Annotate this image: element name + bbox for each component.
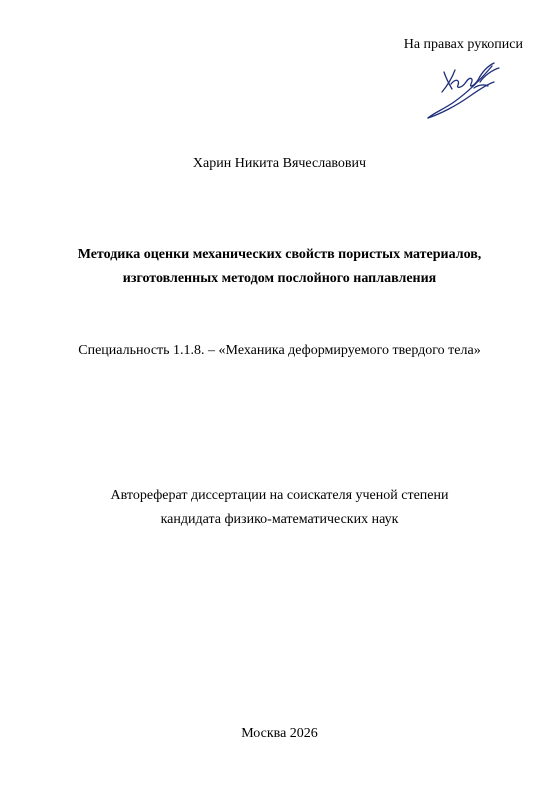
title-line-2: изготовленных методом послойного наплавления: [122, 271, 437, 286]
abstract-line-2: кандидата физико-математических наук: [160, 512, 399, 527]
title-line-1: Методика оценки механических свойств пористых материалов,: [77, 247, 482, 262]
specialty-line: Специальность 1.1.8. – «Механика деформируемого твердого тела»: [78, 343, 481, 358]
signature-image: [422, 58, 522, 120]
rights-note: На правах рукописи: [403, 37, 523, 52]
abstract-description: [0, 484, 559, 532]
abstract-line-1: Автореферат диссертации на соискателя ученой степени: [110, 488, 449, 503]
author-name: Харин Никита Вячеславович: [192, 156, 367, 171]
city-year: Москва 2026: [241, 726, 318, 741]
dissertation-title: [0, 243, 559, 291]
